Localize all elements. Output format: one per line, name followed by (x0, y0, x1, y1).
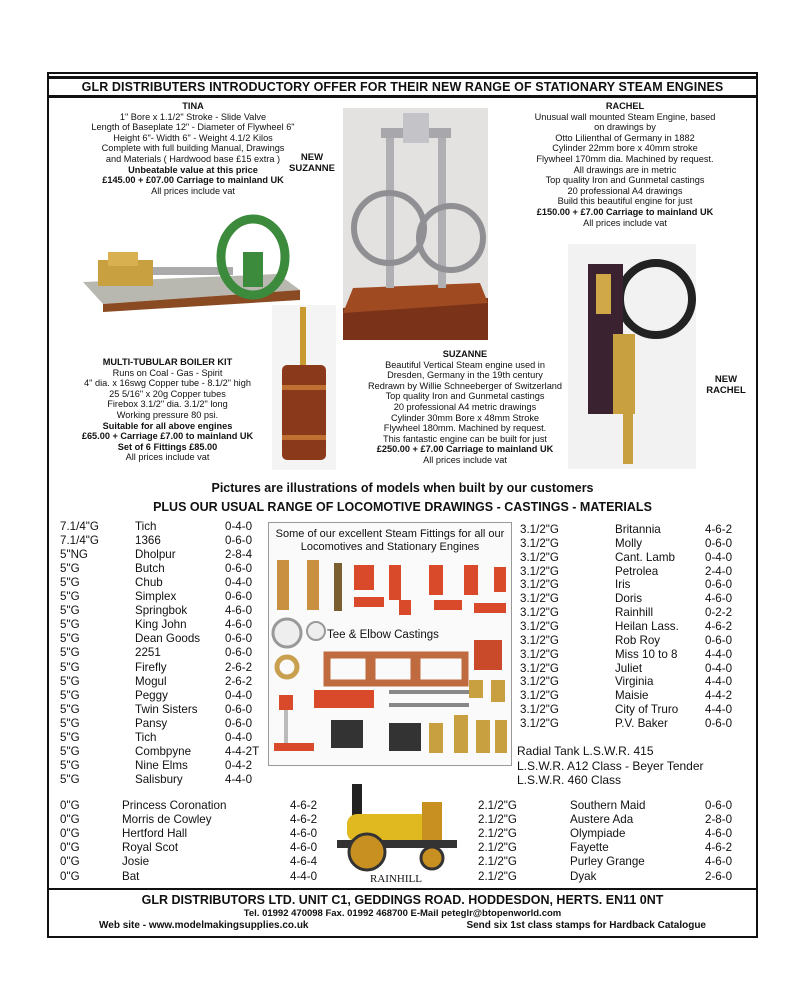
gauge: 5"G (60, 576, 80, 590)
contact-details: Tel. 01992 470098 Fax. 01992 468700 E-Mail peteglr@btopenworld.com (243, 908, 562, 919)
gauge: 2.1/2"G (478, 827, 517, 841)
wheel-arrangement: 4-4-0 (290, 869, 318, 883)
gauge: 2.1/2"G (478, 855, 517, 869)
wheel-arrangement: 0-4-0 (225, 688, 253, 702)
price-line: £150.00 + £7.00 Carriage to mainland UK (536, 206, 714, 217)
spec-line: 20 professional A4 metric drawings (393, 401, 537, 412)
name: Virginia (615, 675, 654, 689)
wheel-arrangement: 4-4-2T (225, 744, 260, 758)
wheel-arrangement: 0-4-0 (225, 730, 253, 744)
new-rachel-label (698, 374, 754, 396)
wheel-arrangement: 0-6-0 (225, 702, 253, 716)
spec-line: 20 professional A4 drawings (567, 185, 683, 196)
price-line: £65.00 + Carriage £7.00 to mainland UK (81, 431, 254, 442)
tee-elbow-label: Tee & Elbow Castings (327, 629, 439, 641)
name: Dholpur (135, 548, 176, 562)
catalogue-offer: Send six 1st class stamps for Hardback Catalogue (466, 920, 706, 931)
spec-line: Dresden, Germany in the 19th century (387, 370, 543, 381)
vat-note: All prices include vat (125, 452, 210, 463)
gauge: 5"G (60, 562, 80, 576)
name: Tich (135, 730, 157, 744)
tina-description (48, 101, 338, 196)
name: P.V. Baker (615, 716, 668, 730)
wheel-arrangement: 2-6-0 (705, 869, 733, 883)
name: Bat (122, 869, 140, 883)
name: Dean Goods (135, 632, 201, 646)
gauge: 3.1/2"G (520, 703, 559, 717)
gauge: 3.1/2"G (520, 619, 559, 633)
advert-title: GLR DISTRIBUTERS INTRODUCTORY OFFER FOR THEIR NEW RANGE OF STATIONARY STEAM ENGINES (47, 76, 758, 98)
gauge: 5"G (60, 744, 80, 758)
fittings-caption: Some of our excellent Steam Fittings for all our Locomotives and Stationary Engines (275, 528, 505, 553)
wheel-arrangement: 2-8-0 (705, 813, 733, 827)
spec-line: Runs on Coal - Gas - Spirit (112, 367, 223, 378)
block-heading: RACHEL (605, 101, 645, 111)
wheel-arrangement: 0-6-0 (225, 632, 253, 646)
gauge: 0"G (60, 827, 80, 841)
spec-line: 1" Bore x 1.1/2" Stroke - Slide Valve (119, 111, 267, 122)
wheel-arrangement: 4-4-2 (705, 689, 733, 703)
wheel-arrangement: 4-4-0 (705, 703, 733, 717)
wheel-arrangement: 2-4-0 (705, 564, 733, 578)
gauge: 5"G (60, 660, 80, 674)
name: Southern Maid (570, 799, 646, 812)
gauge: 7.1/4"G (60, 534, 99, 548)
name: Pansy (135, 716, 168, 730)
gauge: 0"G (60, 841, 80, 855)
wheel-arrangement: 4-6-0 (290, 827, 318, 841)
gauge: 3.1/2"G (520, 564, 559, 578)
wheel-arrangement: 4-6-4 (290, 855, 318, 869)
gauge: 3.1/2"G (520, 689, 559, 703)
gauge: 3.1/2"G (520, 675, 559, 689)
spec-line: Cylinder 30mm Bore x 48mm Stroke (390, 412, 540, 423)
gauge: 5"G (60, 646, 80, 660)
vat-note: All prices include vat (423, 454, 507, 465)
new-suzanne-label (284, 152, 340, 174)
wheel-arrangement: 0-6-0 (705, 799, 733, 812)
spec-line: Height 6"- Width 6" - Weight 4.1/2 Kilos (113, 132, 273, 143)
name: Combpyne (135, 744, 192, 758)
name: Mogul (135, 674, 167, 688)
gauge: 5"G (60, 702, 80, 716)
gauge: 5"G (60, 716, 80, 730)
gauge: 3.1/2"G (520, 647, 559, 661)
spec-line: Build this beautiful engine for just (557, 196, 693, 207)
spec-line: Unusual wall mounted Steam Engine, based (534, 111, 716, 122)
gauge: 3.1/2"G (520, 661, 559, 675)
spec-line: Top quality Iron and Gunmetal castings (385, 391, 545, 402)
vat-note: All prices include vat (583, 217, 667, 228)
spec-line: Beautiful Vertical Steam engine used in (385, 359, 545, 370)
lswr-line: Radial Tank L.S.W.R. 415 (517, 744, 654, 758)
name: Firefly (135, 660, 167, 674)
wheel-arrangement: 4-4-0 (705, 675, 733, 689)
wheel-arrangement: 0-6-0 (225, 590, 253, 604)
spec-line: Top quality Iron and Gunmetal castings (545, 175, 705, 186)
wheel-arrangement: 0-6-0 (225, 534, 253, 548)
wheel-arrangement: 0-4-0 (705, 550, 733, 564)
wheel-arrangement: 4-6-2 (705, 619, 733, 633)
name: Rob Roy (615, 633, 661, 647)
name: Princess Coronation (122, 799, 227, 812)
spec-line: and Materials ( Hardwood base £15 extra ) (105, 153, 281, 164)
name: Twin Sisters (135, 702, 198, 716)
fittings-photo (269, 555, 511, 765)
gauge: 2.1/2"G (478, 813, 517, 827)
name: Nine Elms (135, 758, 188, 772)
name: Juliet (615, 661, 643, 675)
spec-line: on drawings by (594, 122, 656, 133)
wheel-arrangement: 0-6-0 (225, 646, 253, 660)
spec-line: Length of Baseplate 12" - Diameter of Flywheel 6" (91, 122, 295, 133)
wheel-arrangement: 0-6-0 (705, 716, 733, 730)
spec-line: Complete with full building Manual, Drawings (101, 143, 285, 154)
pictures-note: Pictures are illustrations of models when built by our customers (211, 481, 594, 495)
tina-engine-photo (78, 212, 303, 312)
gauge: 3.1/2"G (520, 592, 559, 606)
price-line: £145.00 + £07.00 Carriage to mainland UK (102, 175, 284, 186)
label-name: SUZANNE (289, 163, 335, 174)
gauge: 3.1/2"G (520, 578, 559, 592)
name: City of Truro (615, 703, 679, 717)
gauge: 2.1/2"G (478, 841, 517, 855)
label-new: NEW (714, 374, 738, 385)
gauge: 5"G (60, 590, 80, 604)
range-heading: PLUS OUR USUAL RANGE OF LOCOMOTIVE DRAWINGS - CASTINGS - MATERIALS (153, 500, 652, 514)
block-heading: TINA (182, 101, 204, 111)
name: Morris de Cowley (122, 813, 212, 827)
wheel-arrangement: 2-6-2 (225, 674, 253, 688)
spec-line: Flywheel 170mm dia. Machined by request. (536, 153, 714, 164)
gauge: 5"G (60, 758, 80, 772)
gauge: 5"NG (60, 548, 88, 562)
label-name: RACHEL (706, 385, 746, 396)
name: Molly (615, 536, 643, 550)
wheel-arrangement: 0-4-0 (705, 661, 733, 675)
wheel-arrangement: 0-6-0 (225, 562, 253, 576)
gauge: 3.1/2"G (520, 633, 559, 647)
price-line: Set of 6 Fittings £85.00 (117, 441, 218, 452)
boiler-description (50, 357, 285, 463)
spec-line: 4" dia. x 16swg Copper tube - 8.1/2" high (84, 378, 251, 389)
name: Josie (122, 855, 150, 869)
gauge: 5"G (60, 674, 80, 688)
rachel-description (490, 101, 760, 228)
wheel-arrangement: 4-4-0 (225, 772, 253, 786)
boiler-photo (272, 305, 336, 470)
wheel-arrangement: 4-6-0 (705, 592, 733, 606)
name: Tich (135, 520, 157, 533)
spec-line: Firebox 3.1/2" dia. 3.1/2" long (107, 399, 228, 410)
wheel-arrangement: 4-4-0 (705, 647, 733, 661)
name: Butch (135, 562, 165, 576)
wheel-arrangement: 0-6-0 (705, 536, 733, 550)
gauge: 5"G (60, 688, 80, 702)
wheel-arrangement: 0-4-0 (225, 520, 253, 533)
price-line: Suitable for all above engines (102, 420, 233, 431)
wheel-arrangement: 2-8-4 (225, 548, 253, 562)
wheel-arrangement: 4-6-2 (290, 799, 318, 812)
spec-line: Redrawn by Willie Schneeberger of Switzerland (367, 380, 563, 391)
spec-line: This fantastic engine can be built for just (383, 433, 547, 444)
gauge: 5"G (60, 772, 80, 786)
gauge: 0"G (60, 799, 80, 812)
rainhill-locomotive-photo (322, 774, 470, 872)
wheel-arrangement: 0-6-0 (705, 578, 733, 592)
gauge: 0"G (60, 869, 80, 883)
wheel-arrangement: 0-4-2 (225, 758, 253, 772)
name: Iris (615, 578, 631, 592)
gauge: 2.1/2"G (478, 799, 517, 812)
wheel-arrangement: 4-6-0 (225, 604, 253, 618)
name: Austere Ada (570, 813, 634, 827)
spec-line: Cylinder 22mm bore x 40mm stroke (552, 143, 698, 154)
gauge: 5"G (60, 632, 80, 646)
gauge: 5"G (60, 604, 80, 618)
wheel-arrangement: 4-6-2 (705, 523, 733, 536)
name: Maisie (615, 689, 649, 703)
name: Rainhill (615, 606, 654, 620)
lswr-line: L.S.W.R. A12 Class - Beyer Tender (517, 758, 704, 773)
spec-line: Flywheel 180mm. Machined by request. (383, 423, 547, 434)
wheel-arrangement: 0-6-0 (705, 633, 733, 647)
wheel-arrangement: 4-6-0 (705, 855, 733, 869)
name: Heilan Lass. (615, 619, 679, 633)
name: Britannia (615, 523, 661, 536)
wheel-arrangement: 4-6-2 (290, 813, 318, 827)
wheel-arrangement: 4-6-0 (705, 827, 733, 841)
gauge: 3.1/2"G (520, 550, 559, 564)
gauge: 3.1/2"G (520, 523, 559, 536)
gauge: 5"G (60, 730, 80, 744)
name: King John (135, 618, 187, 632)
spec-line: Working pressure 80 psi. (116, 409, 219, 420)
name: Cant. Lamb (615, 550, 675, 564)
wheel-arrangement: 2-6-2 (225, 660, 253, 674)
name: Doris (615, 592, 643, 606)
block-heading: MULTI-TUBULAR BOILER KIT (102, 357, 233, 367)
name: Petrolea (615, 564, 659, 578)
block-heading: SUZANNE (442, 349, 488, 359)
company-address: GLR DISTRIBUTORS LTD. UNIT C1, GEDDINGS ROAD. HODDESDON, HERTS. EN11 0NT (141, 893, 664, 907)
name: Chub (135, 576, 163, 590)
name: Peggy (135, 688, 168, 702)
suzanne-description (335, 349, 595, 466)
gauge: 0"G (60, 813, 80, 827)
name: Dyak (570, 869, 597, 883)
gauge: 7.1/4"G (60, 520, 99, 533)
name: 1366 (135, 534, 161, 548)
footer (47, 888, 758, 938)
label-new: NEW (300, 152, 324, 163)
name: 2251 (135, 646, 161, 660)
gauge: 2.1/2"G (478, 869, 517, 883)
rainhill-caption: RAINHILL (370, 873, 422, 885)
lswr-line: L.S.W.R. 460 Class (517, 773, 622, 787)
name: Olympiade (570, 827, 626, 841)
website-link[interactable]: Web site - www.modelmakingsupplies.co.uk (99, 920, 309, 931)
gauge: 3.1/2"G (520, 716, 559, 730)
name: Purley Grange (570, 855, 645, 869)
gauge: 3.1/2"G (520, 606, 559, 620)
steam-fittings-panel (268, 522, 512, 766)
price-line: £250.00 + £7.00 Carriage to mainland UK (376, 444, 554, 455)
wheel-arrangement: 0-2-2 (705, 606, 733, 620)
wheel-arrangement: 4-6-0 (290, 841, 318, 855)
name: Salisbury (135, 772, 183, 786)
wheel-arrangement: 0-6-0 (225, 716, 253, 730)
name: Fayette (570, 841, 609, 855)
gauge: 0"G (60, 855, 80, 869)
name: Simplex (135, 590, 177, 604)
price-line: Unbeatable value at this price (128, 164, 258, 175)
name: Miss 10 to 8 (615, 647, 678, 661)
name: Springbok (135, 604, 188, 618)
spec-line: 25 5/16" x 20g Copper tubes (109, 388, 226, 399)
suzanne-engine-photo (343, 108, 488, 340)
wheel-arrangement: 4-6-2 (705, 841, 733, 855)
name: Hertford Hall (122, 827, 188, 841)
spec-line: All drawings are in metric (573, 164, 677, 175)
gauge: 5"G (60, 618, 80, 632)
wheel-arrangement: 4-6-0 (225, 618, 253, 632)
gauge: 3.1/2"G (520, 536, 559, 550)
vat-note: All prices include vat (151, 185, 235, 196)
name: Royal Scot (122, 841, 179, 855)
spec-line: Otto Lilienthal of Germany in 1882 (555, 132, 695, 143)
rachel-engine-photo (568, 244, 696, 469)
wheel-arrangement: 0-4-0 (225, 576, 253, 590)
